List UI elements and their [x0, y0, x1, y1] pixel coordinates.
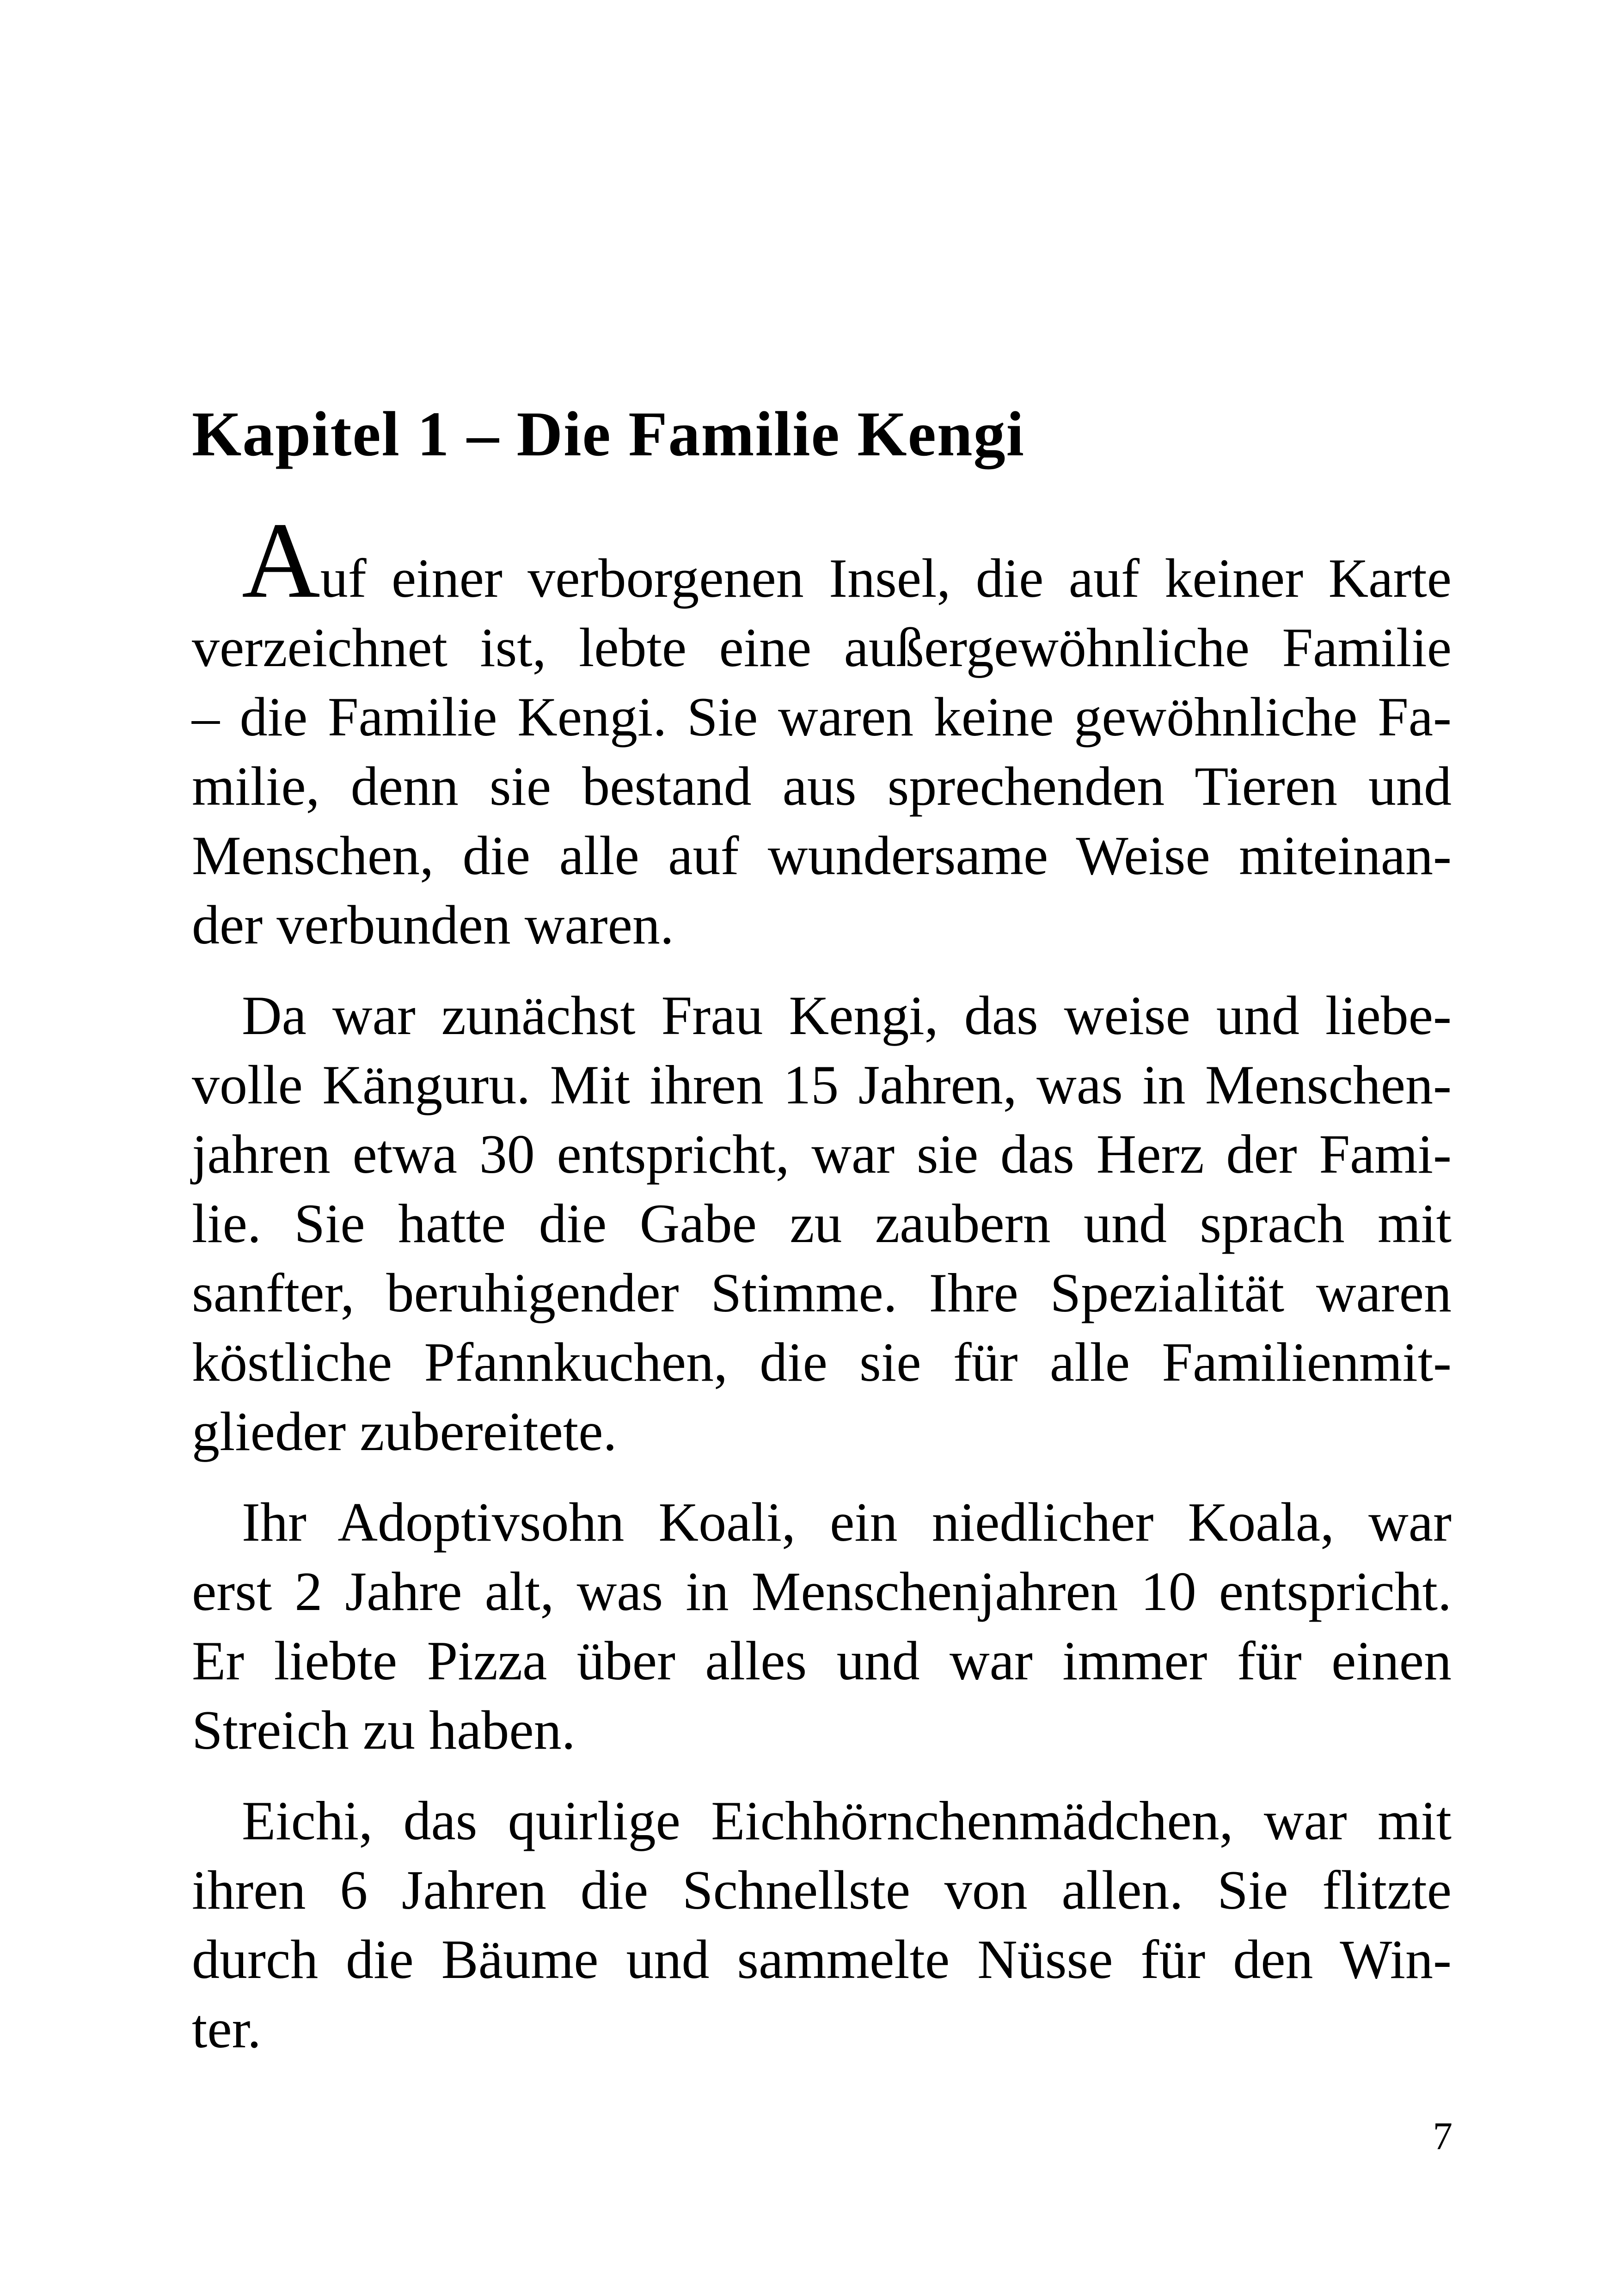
raised-initial-cap: A — [242, 500, 320, 620]
paragraph — [192, 1786, 1452, 2063]
chapter-text — [192, 500, 1452, 2085]
text-line: Eichi, das quirlige Eichhörnchenmädchen, war mit — [242, 1790, 1452, 1851]
text-line: volle Känguru. Mit ihren 15 Jahren, was in Menschen- — [192, 1054, 1452, 1115]
page-number: 7 — [1433, 2114, 1453, 2158]
text-line: durch die Bäume und sammelte Nüsse für den Win- — [192, 1929, 1452, 1990]
text-line: ihren 6 Jahren die Schnellste von allen. Sie flitzte — [192, 1859, 1452, 1921]
text-line: Menschen, die alle auf wundersame Weise miteinan- — [192, 825, 1452, 886]
paragraph — [192, 500, 1452, 960]
text-line: lie. Sie hatte die Gabe zu zaubern und sprach mit — [192, 1193, 1452, 1254]
text-line: jahren etwa 30 entspricht, war sie das Herz der Fami- — [192, 1123, 1452, 1185]
text-line: – die Familie Kengi. Sie waren keine gewöhnliche Fa- — [192, 686, 1452, 747]
text-line: der verbunden waren. — [192, 894, 674, 955]
text-line: glieder zubereitete. — [192, 1401, 617, 1462]
paragraph — [192, 1488, 1452, 1765]
text-line: Streich zu haben. — [192, 1699, 576, 1761]
text-line: Auf einer verborgenen Insel, die auf keiner Karte — [242, 500, 1452, 620]
page-number-row — [192, 2114, 1453, 2158]
text-line: Da war zunächst Frau Kengi, das weise und liebe- — [242, 985, 1452, 1046]
text-line: Er liebte Pizza über alles und war immer für einen — [192, 1630, 1452, 1691]
paragraph — [192, 981, 1452, 1466]
text-line: ter. — [192, 1998, 261, 2059]
text-line: sanfter, beruhigender Stimme. Ihre Spezialität waren — [192, 1262, 1452, 1323]
text-line: Ihr Adoptivsohn Koali, ein niedlicher Koala, war — [242, 1491, 1452, 1553]
chapter-heading: Kapitel 1 – Die Familie Kengi — [192, 398, 1025, 470]
text-line: milie, denn sie bestand aus sprechenden Tieren und — [192, 755, 1452, 817]
text-line: verzeichnet ist, lebte eine außergewöhnliche Familie — [192, 617, 1452, 678]
text-line: erst 2 Jahre alt, was in Menschenjahren 10 entspricht. — [192, 1561, 1452, 1622]
text-line: köstliche Pfannkuchen, die sie für alle Familienmit- — [192, 1331, 1452, 1393]
